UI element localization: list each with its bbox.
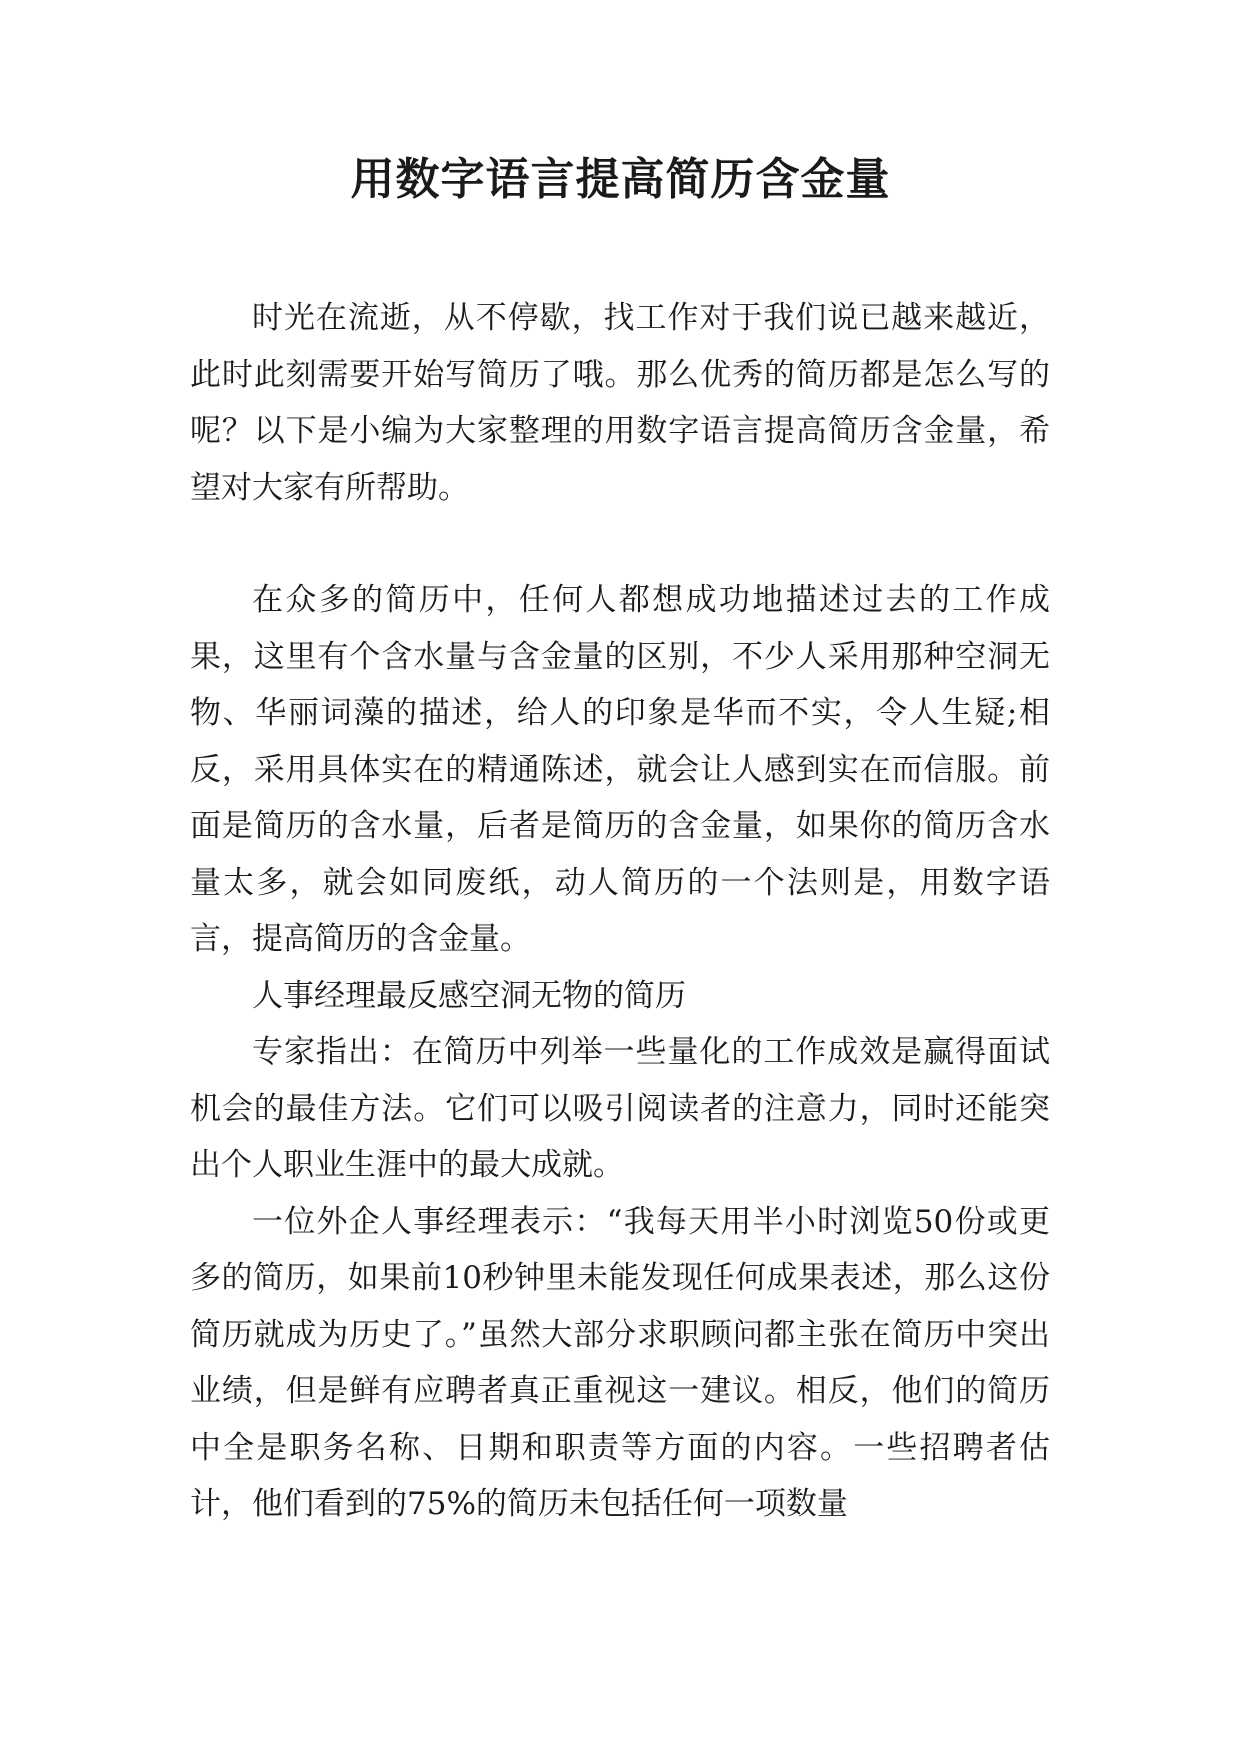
paragraph-content-vs-water: 在众多的简历中，任何人都想成功地描述过去的工作成果，这里有个含水量与含金量的区别，不少人采用那种空洞无物、华丽词藻的描述，给人的印象是华而不实，令人生疑;相反，采用具体实在的精通陈述，就会让人感到实在而信服。前面是简历的含水量，后者是简历的含金量，如果你的简历含水量太多，就会如同废纸，动人简历的一个法则是，用数字语言，提高简历的含金量。: [190, 582, 1050, 957]
document-body: [190, 290, 1050, 1533]
paragraph-expert-advice: 专家指出：在简历中列举一些量化的工作成效是赢得面试机会的最佳方法。它们可以吸引阅读者的注意力，同时还能突出个人职业生涯中的最大成就。: [190, 1034, 1050, 1183]
paragraph-hr-manager-quote: 一位外企人事经理表示：“我每天用半小时浏览50份或更多的简历，如果前10秒钟里未能发现任何成果表述，那么这份简历就成为历史了。”虽然大部分求职顾问都主张在简历中突出业绩，但是鲜有应聘者真正重视这一建议。相反，他们的简历中全是职务名称、日期和职责等方面的内容。一些招聘者估计，他们看到的75%的简历未包括任何一项数量: [190, 1203, 1050, 1522]
section-heading: 人事经理最反感空洞无物的简历: [252, 977, 686, 1014]
document-title: 用数字语言提高简历含金量: [350, 154, 891, 205]
paragraph-spacer: [190, 516, 1050, 572]
paragraph-intro: 时光在流逝，从不停歇，找工作对于我们说已越来越近，此时此刻需要开始写简历了哦。那么优秀的简历都是怎么写的呢？以下是小编为大家整理的用数字语言提高简历含金量，希望对大家有所帮助。: [190, 300, 1050, 506]
